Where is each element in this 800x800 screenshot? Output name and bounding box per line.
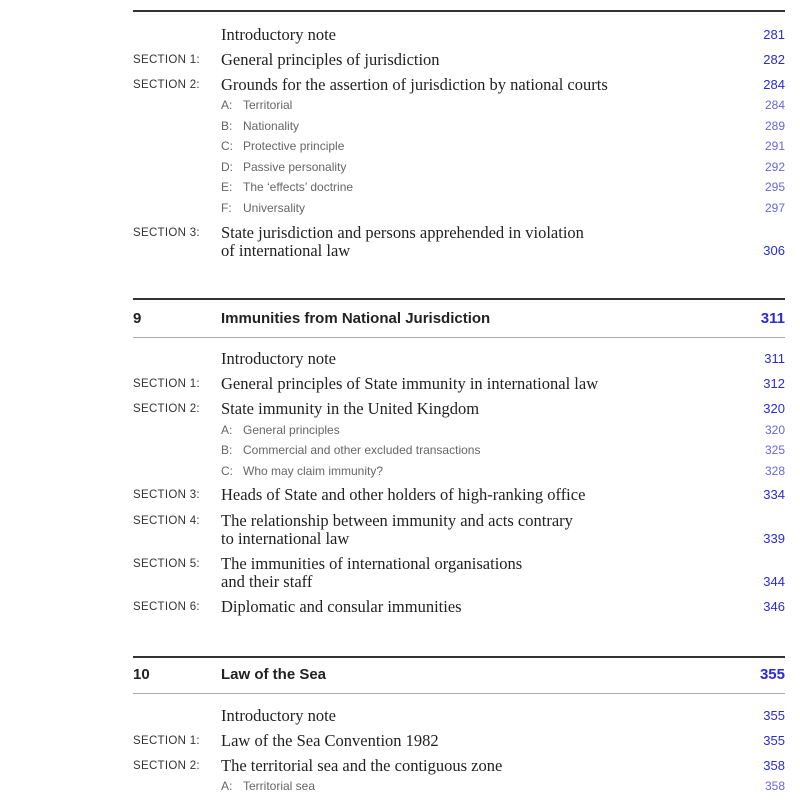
- entry-title: Diplomatic and consular immunities: [221, 597, 462, 616]
- section-label: SECTION 3:: [133, 227, 200, 239]
- entry-title: Heads of State and other holders of high-ranking office: [221, 485, 586, 504]
- entry-title-continued: and their staff: [221, 572, 313, 591]
- entry-page[interactable]: 346: [763, 599, 785, 614]
- chapter-rule: [133, 10, 785, 12]
- chapter-page[interactable]: 311: [760, 310, 785, 327]
- sub-page[interactable]: 291: [764, 139, 785, 153]
- sub-title: Universality: [243, 201, 306, 215]
- sub-page[interactable]: 320: [764, 423, 785, 437]
- sub-title: Territorial: [243, 98, 293, 112]
- chapter-rule: [133, 298, 785, 300]
- sub-page[interactable]: 295: [764, 180, 785, 194]
- chapter-divider: [133, 337, 785, 338]
- section-label: SECTION 5:: [133, 558, 200, 570]
- entry-title: General principles of jurisdiction: [221, 50, 440, 69]
- entry-page[interactable]: 339: [763, 531, 785, 546]
- sub-title: Passive personality: [243, 160, 347, 174]
- entry-title: Introductory note: [221, 25, 337, 44]
- section-label: SECTION 2:: [133, 760, 200, 772]
- sub-page[interactable]: 292: [764, 160, 785, 174]
- entry-title-continued: of international law: [221, 241, 351, 260]
- sub-page[interactable]: 358: [764, 779, 785, 793]
- section-label: SECTION 1:: [133, 378, 200, 390]
- sub-letter: C:: [221, 464, 233, 478]
- sub-title: Who may claim immunity?: [243, 464, 384, 478]
- section-label: SECTION 6:: [133, 601, 200, 613]
- section-label: SECTION 3:: [133, 489, 200, 501]
- section-label: SECTION 2:: [133, 79, 200, 91]
- chapter-number: 10: [133, 666, 150, 683]
- sub-title: Commercial and other excluded transactions: [243, 443, 481, 457]
- section-label: SECTION 4:: [133, 515, 200, 527]
- entry-page[interactable]: 282: [763, 52, 785, 67]
- entry-page[interactable]: 358: [763, 758, 785, 773]
- sub-letter: A:: [221, 423, 233, 437]
- sub-letter: B:: [221, 119, 233, 133]
- sub-letter: A:: [221, 98, 233, 112]
- section-label: SECTION 2:: [133, 403, 200, 415]
- entry-title: The territorial sea and the contiguous zone: [221, 756, 503, 775]
- sub-page[interactable]: 289: [764, 119, 785, 133]
- chapter-page[interactable]: 355: [759, 666, 785, 683]
- entry-page[interactable]: 311: [764, 351, 785, 366]
- chapter-rule: [133, 656, 785, 658]
- sub-letter: E:: [221, 180, 233, 194]
- sub-title: Protective principle: [243, 139, 345, 153]
- entry-page[interactable]: 284: [763, 77, 785, 92]
- sub-page[interactable]: 328: [764, 464, 785, 478]
- entry-title: State jurisdiction and persons apprehended in violation: [221, 223, 584, 242]
- entry-page[interactable]: 355: [763, 733, 785, 748]
- entry-title: General principles of State immunity in international law: [221, 374, 599, 393]
- section-label: SECTION 1:: [133, 54, 200, 66]
- entry-title: The immunities of international organisations: [221, 554, 523, 573]
- sub-title: Nationality: [243, 119, 300, 133]
- sub-letter: F:: [221, 201, 232, 215]
- entry-page[interactable]: 281: [763, 27, 785, 42]
- entry-title-continued: to international law: [221, 529, 350, 548]
- entry-title: State immunity in the United Kingdom: [221, 399, 480, 418]
- sub-letter: C:: [221, 139, 233, 153]
- chapter-divider: [133, 693, 785, 694]
- chapter-title: Law of the Sea: [221, 666, 327, 683]
- sub-letter: A:: [221, 779, 233, 793]
- entry-title: The relationship between immunity and acts contrary: [221, 511, 573, 530]
- sub-title: The ‘effects’ doctrine: [243, 180, 354, 194]
- chapter-title: Immunities from National Jurisdiction: [221, 310, 491, 327]
- sub-letter: D:: [221, 160, 233, 174]
- entry-page[interactable]: 312: [763, 376, 785, 391]
- entry-title: Grounds for the assertion of jurisdiction by national courts: [221, 75, 608, 94]
- sub-letter: B:: [221, 443, 233, 457]
- entry-title: Introductory note: [221, 706, 337, 725]
- sub-page[interactable]: 297: [764, 201, 785, 215]
- entry-title: Law of the Sea Convention 1982: [221, 731, 439, 750]
- entry-page[interactable]: 320: [763, 401, 785, 416]
- entry-page[interactable]: 306: [763, 243, 785, 258]
- sub-title: Territorial sea: [243, 779, 316, 793]
- entry-page[interactable]: 334: [763, 487, 785, 502]
- entry-page[interactable]: 344: [763, 574, 785, 589]
- sub-page[interactable]: 325: [764, 443, 785, 457]
- sub-title: General principles: [243, 423, 340, 437]
- entry-title: Introductory note: [221, 349, 337, 368]
- entry-page[interactable]: 355: [763, 708, 785, 723]
- chapter-number: 9: [133, 310, 142, 327]
- sub-page[interactable]: 284: [764, 98, 785, 112]
- section-label: SECTION 1:: [133, 735, 200, 747]
